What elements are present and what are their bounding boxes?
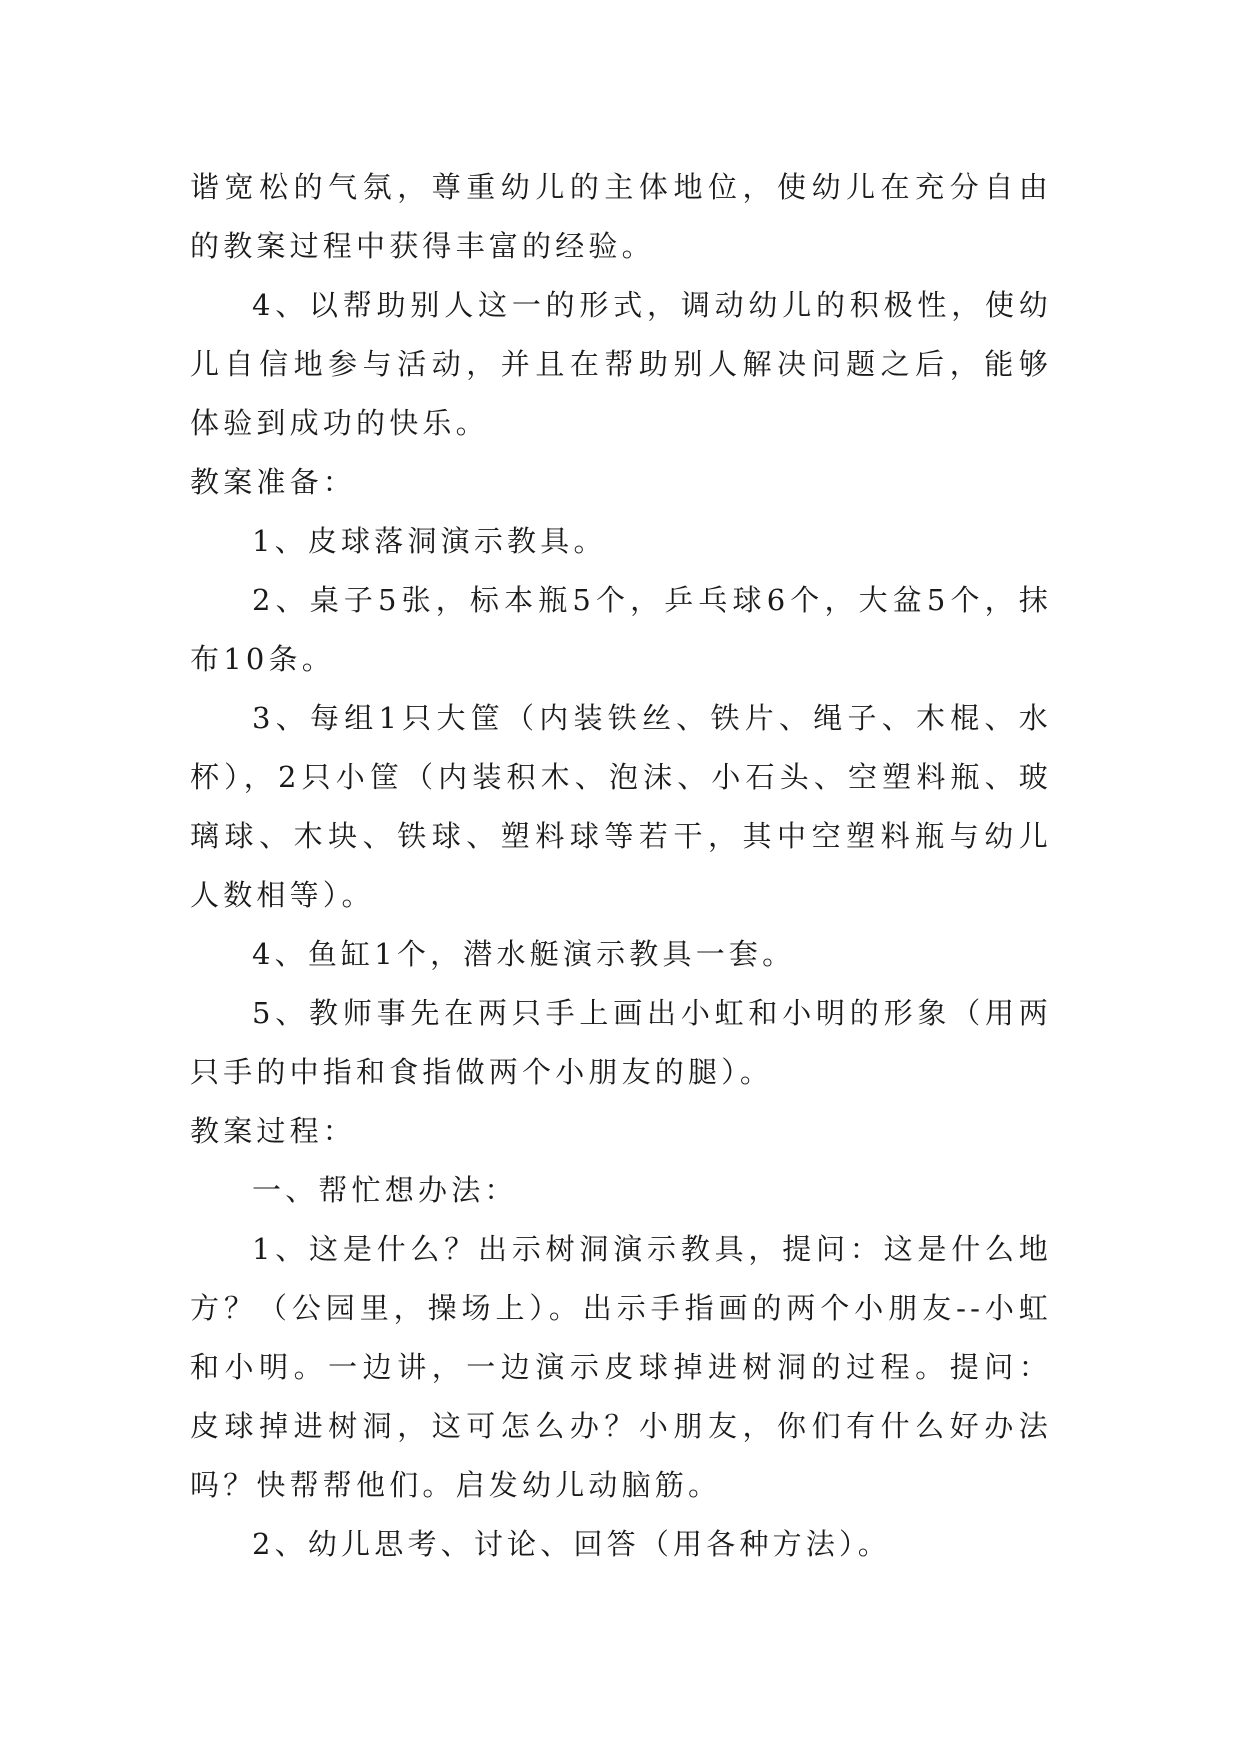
- paragraph-prep-2: 2、桌子5张，标本瓶5个，乒乓球6个，大盆5个，抹布10条。: [190, 583, 1052, 676]
- paragraph-goal-4: 4、以帮助别人这一的形式，调动幼儿的积极性，使幼儿自信地参与活动，并且在帮助别人解决问题之后，能够体验到成功的快乐。: [190, 288, 1052, 440]
- paragraph-prep-1: 1、皮球落洞演示教具。: [252, 524, 607, 558]
- paragraph-process-1: 1、这是什么？出示树洞演示教具，提问：这是什么地方？（公园里，操场上）。出示手指画的两个小朋友--小虹和小明。一边讲，一边演示皮球掉进树洞的过程。提问：皮球掉进树洞，这可怎么办？小朋友，你们有什么好办法吗？快帮帮他们。启发幼儿动脑筋。: [190, 1232, 1052, 1502]
- heading-preparation: 教案准备：: [190, 465, 357, 499]
- section-title-help: 一、帮忙想办法：: [252, 1173, 518, 1207]
- paragraph-prep-5: 5、教师事先在两只手上画出小虹和小明的形象（用两只手的中指和食指做两个小朋友的腿）。: [190, 996, 1052, 1089]
- paragraph-continuation: 谐宽松的气氛，尊重幼儿的主体地位，使幼儿在充分自由的教案过程中获得丰富的经验。: [190, 170, 1052, 263]
- paragraph-prep-3: 3、每组1只大筐（内装铁丝、铁片、绳子、木棍、水杯），2只小筐（内装积木、泡沫、小石头、空塑料瓶、玻璃球、木块、铁球、塑料球等若干，其中空塑料瓶与幼儿人数相等）。: [190, 701, 1052, 912]
- document-body: [190, 158, 1052, 1574]
- paragraph-process-2: 2、幼儿思考、讨论、回答（用各种方法）。: [252, 1527, 891, 1561]
- heading-process: 教案过程：: [190, 1114, 357, 1148]
- paragraph-prep-4: 4、鱼缸1个，潜水艇演示教具一套。: [252, 937, 796, 971]
